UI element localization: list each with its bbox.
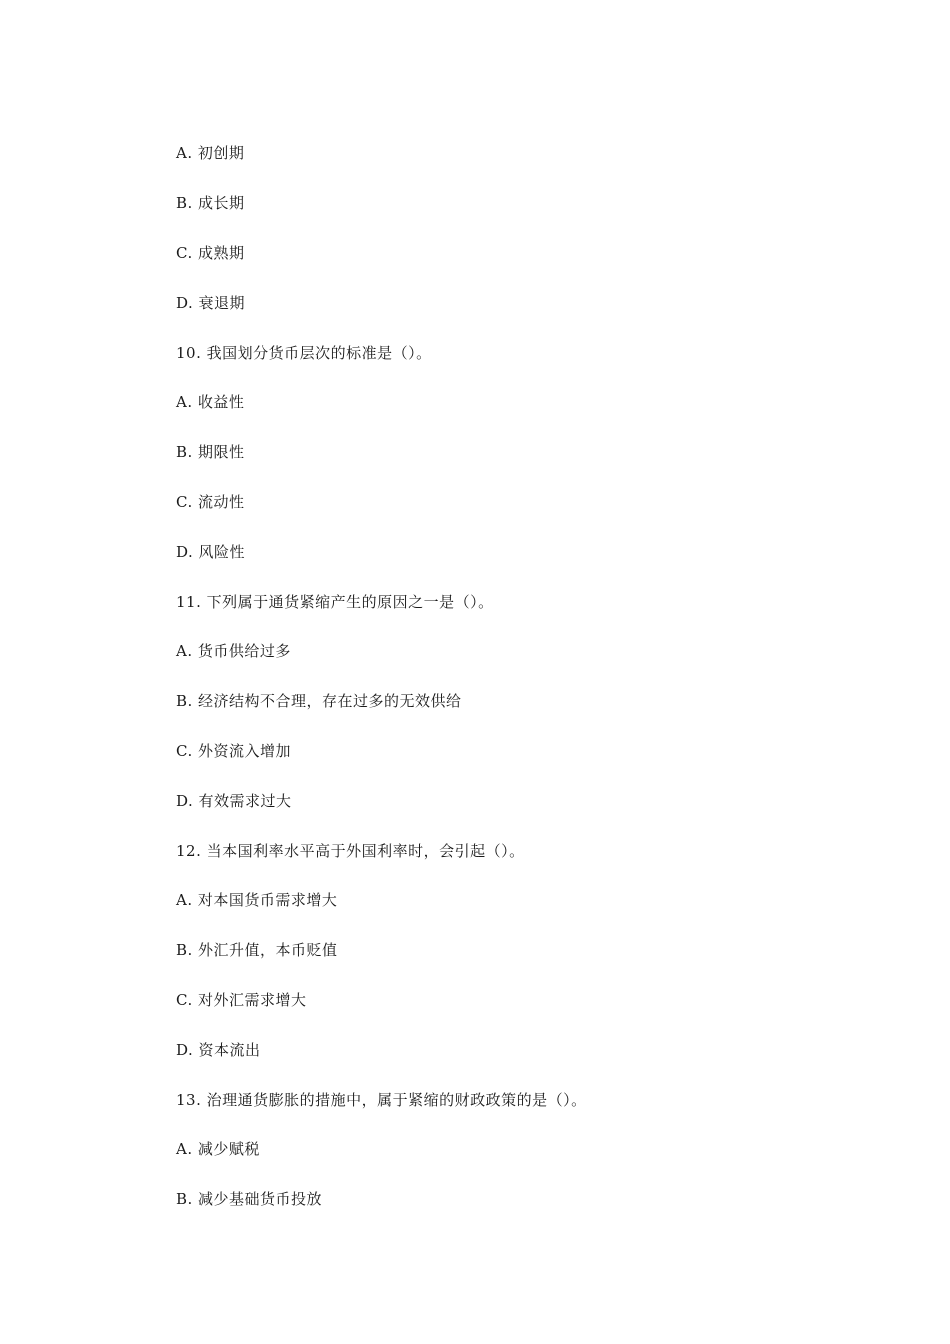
option-line: D. 风险性	[176, 543, 246, 561]
option-line: C. 对外汇需求增大	[176, 991, 307, 1009]
option-line: D. 衰退期	[176, 294, 246, 312]
option-line: B. 经济结构不合理，存在过多的无效供给	[176, 692, 462, 710]
question-line: 12. 当本国利率水平高于外国利率时，会引起（）。	[176, 842, 525, 860]
option-line: A. 减少赋税	[176, 1140, 260, 1158]
option-line: B. 外汇升值，本币贬值	[176, 941, 338, 959]
option-line: B. 减少基础货币投放	[176, 1190, 323, 1208]
option-line: A. 初创期	[176, 144, 245, 162]
option-line: C. 流动性	[176, 493, 245, 511]
question-line: 11. 下列属于通货紧缩产生的原因之一是（）。	[176, 593, 494, 611]
option-line: A. 收益性	[176, 393, 245, 411]
question-line: 10. 我国划分货币层次的标准是（）。	[176, 344, 432, 362]
option-line: C. 成熟期	[176, 244, 245, 262]
question-line: 13. 治理通货膨胀的措施中，属于紧缩的财政政策的是（）。	[176, 1091, 587, 1109]
option-line: B. 成长期	[176, 194, 245, 212]
option-line: C. 外资流入增加	[176, 742, 291, 760]
option-line: D. 资本流出	[176, 1041, 261, 1059]
option-line: A. 对本国货币需求增大	[176, 891, 338, 909]
option-line: B. 期限性	[176, 443, 245, 461]
option-line: D. 有效需求过大	[176, 792, 292, 810]
option-line: A. 货币供给过多	[176, 642, 291, 660]
